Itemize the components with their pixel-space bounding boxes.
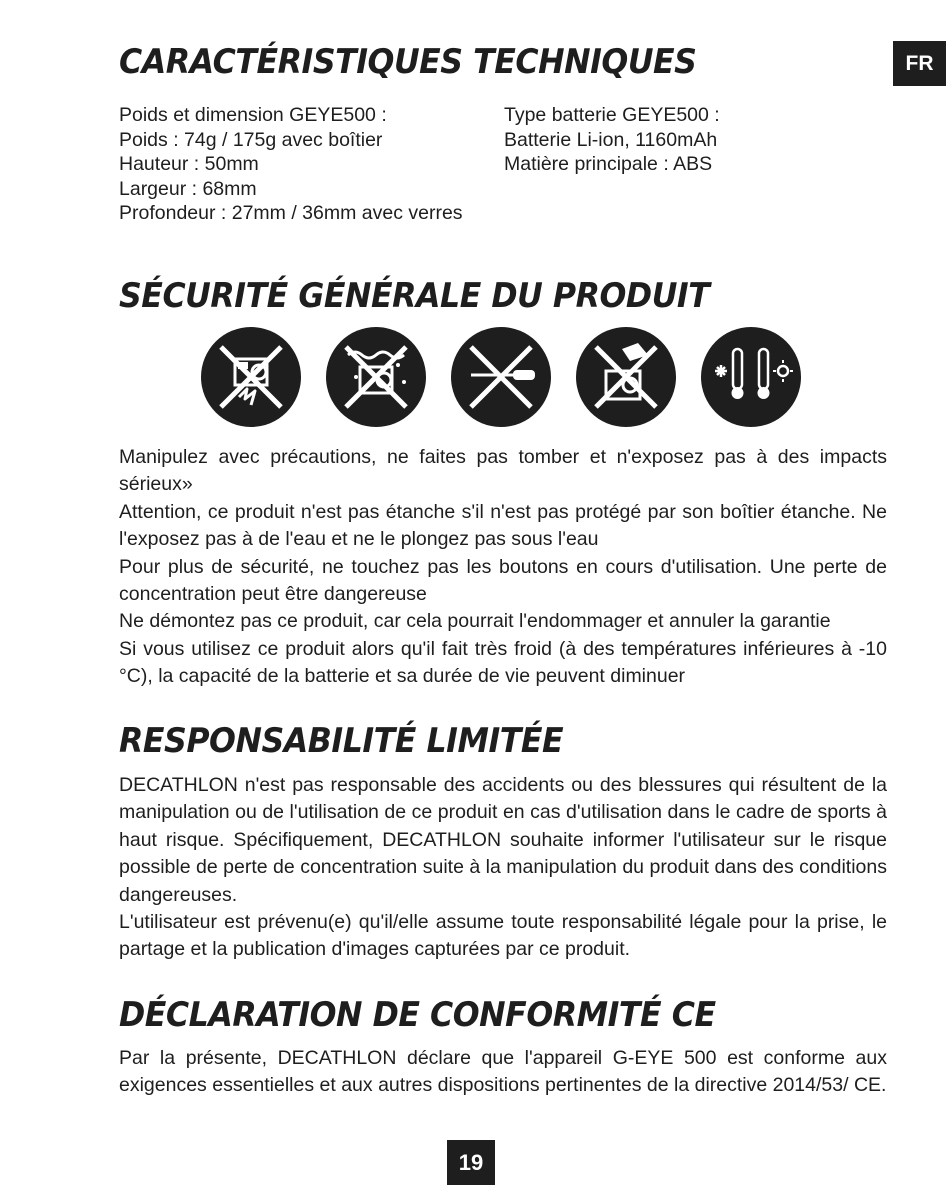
no-drop-impact-icon: [201, 327, 301, 427]
safety-text: [119, 444, 887, 691]
no-unsafe-use-icon: [576, 327, 676, 427]
page-number: 19: [447, 1140, 495, 1185]
safety-paragraph: Manipulez avec précautions, ne faites pas tomber et n'exposez pas à des impacts sérieux»: [119, 446, 887, 496]
spec-line: Batterie Li-ion, 1160mAh: [504, 128, 718, 151]
spec-line: Poids : 74g / 175g avec boîtier: [119, 128, 383, 151]
spec-line: Hauteur : 50mm: [119, 153, 259, 175]
spec-line: Largeur : 68mm: [119, 177, 257, 200]
spec-line: Profondeur : 27mm / 36mm avec verres: [119, 202, 463, 224]
safety-paragraph: Si vous utilisez ce produit alors qu'il fait très froid (à des températures inférieures à -10 °C), la capacité de la batterie et sa durée de vie peuvent diminuer: [119, 637, 887, 688]
safety-paragraph: Ne démontez pas ce produit, car cela pourrait l'endommager et annuler la garantie: [119, 610, 831, 633]
spec-line: Poids et dimension GEYE500 :: [119, 104, 387, 126]
conformity-text: [119, 1045, 887, 1100]
liability-heading: RESPONSABILITÉ LIMITÉE: [119, 721, 564, 761]
specs-heading: CARACTÉRISTIQUES TECHNIQUES: [119, 42, 697, 82]
specs-battery-column: [504, 103, 720, 177]
spec-line: Type batterie GEYE500 :: [504, 104, 720, 126]
safety-icons: [201, 327, 801, 427]
safety-paragraph: Pour plus de sécurité, ne touchez pas les boutons en cours d'utilisation. Une perte de concentration peut être dangereuse: [119, 555, 887, 606]
spec-line: Matière principale : ABS: [504, 153, 713, 175]
liability-text: [119, 772, 887, 964]
liability-paragraph: L'utilisateur est prévenu(e) qu'il/elle assume toute responsabilité légale pour la prise, le partage et la publication d'images capturées par ce produit.: [119, 911, 887, 961]
safety-heading: SÉCURITÉ GÉNÉRALE DU PRODUIT: [119, 276, 710, 316]
temperature-icon: [701, 327, 801, 427]
no-disassemble-icon: [451, 327, 551, 427]
conformity-paragraph: Par la présente, DECATHLON déclare que l'appareil G-EYE 500 est conforme aux exigences essentielles et aux autres dispositions pertinentes de la directive 2014/53/ CE.: [119, 1047, 887, 1097]
no-submerge-icon: [326, 327, 426, 427]
language-badge: FR: [893, 41, 946, 86]
specs-dimensions-column: [119, 103, 463, 226]
liability-paragraph: DECATHLON n'est pas responsable des accidents ou des blessures qui résultent de la manipulation ou de l'utilisation de ce produit en cas d'utilisation dans le cadre de sports à haut risque. Spécifiquement, DECATHLON souhaite informer l'utilisateur sur le risque possible de perte de concentration suite à la manipulation du produit dans des conditions dangereuses.: [119, 774, 887, 906]
conformity-heading: DÉCLARATION DE CONFORMITÉ CE: [119, 995, 716, 1035]
safety-paragraph: Attention, ce produit n'est pas étanche s'il n'est pas protégé par son boîtier étanche. Ne l'exposez pas à de l'eau et ne le plongez pas sous l'eau: [119, 500, 887, 551]
